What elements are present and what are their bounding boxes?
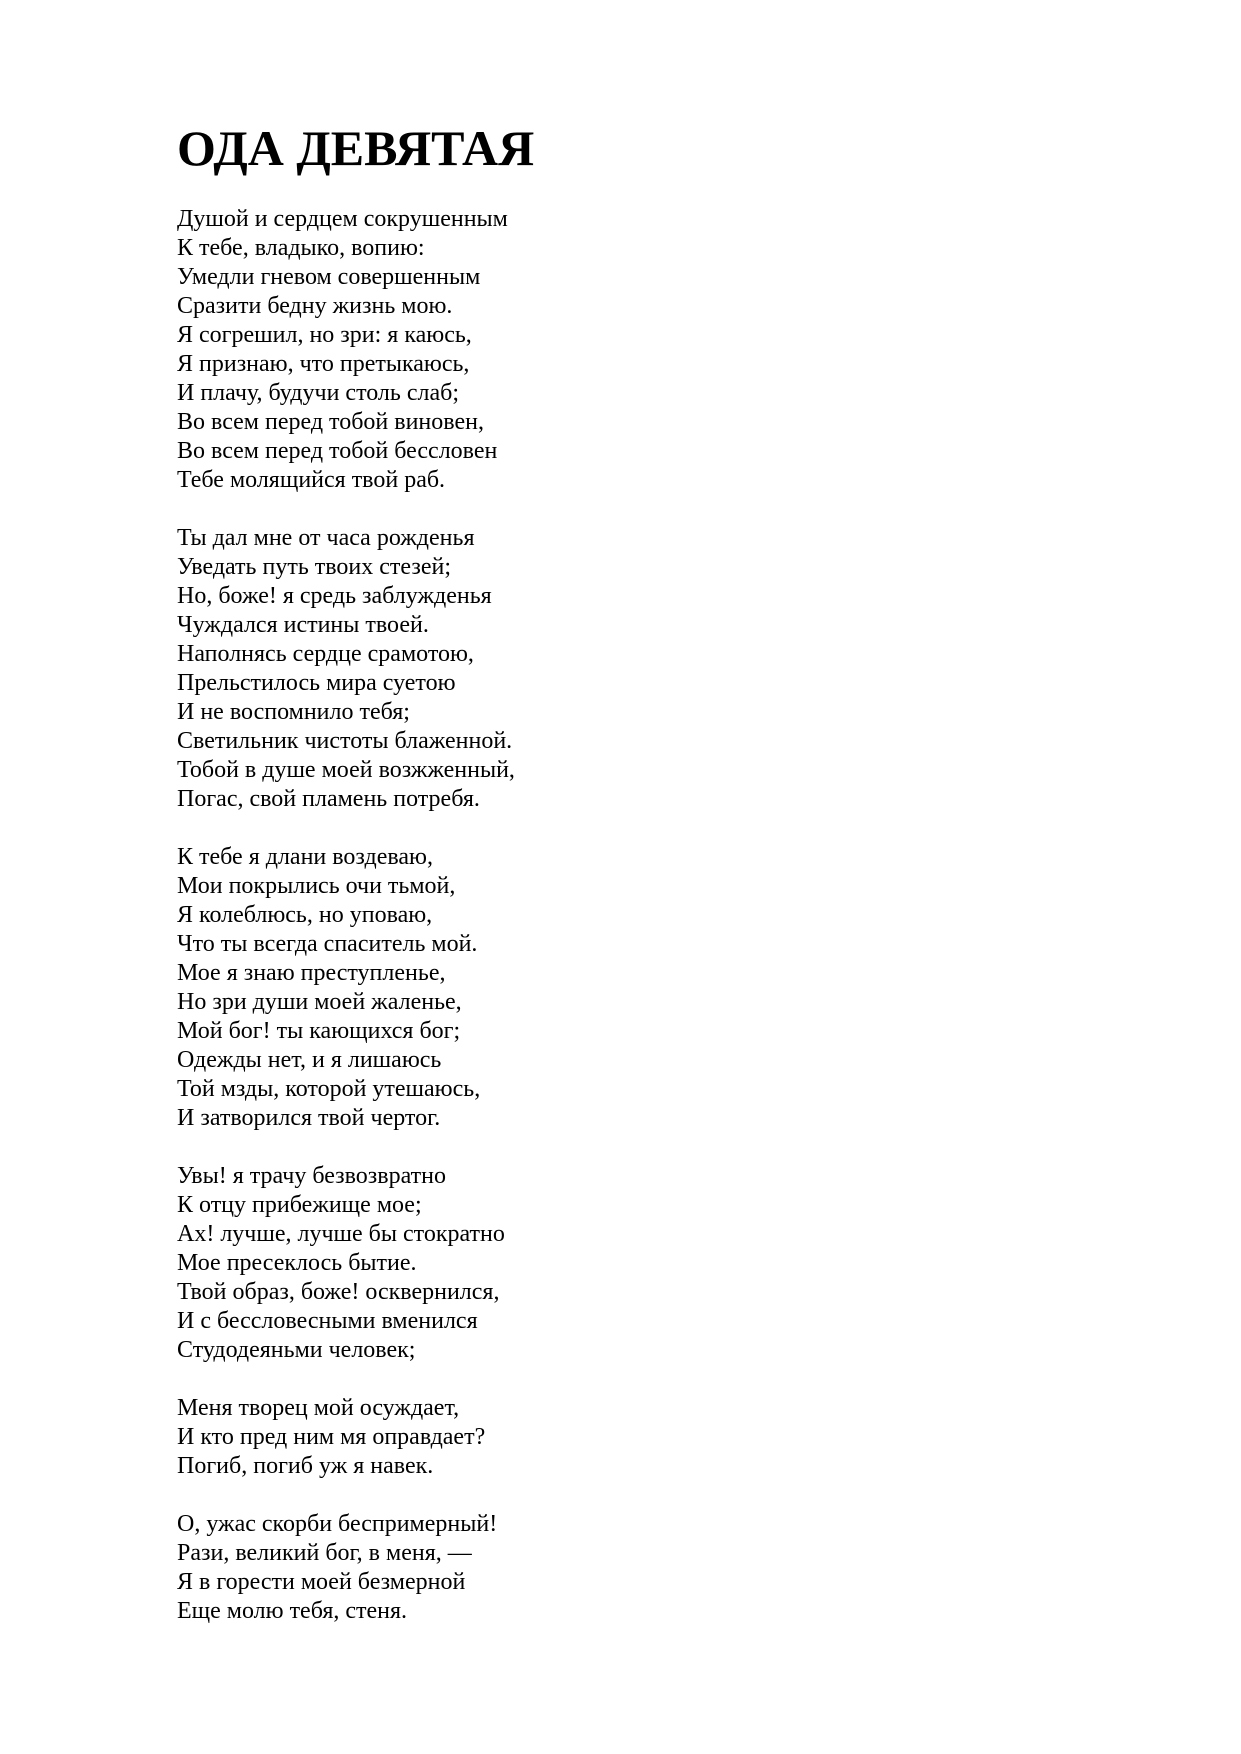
poem-line: Тебе молящийся твой раб.: [177, 467, 446, 493]
poem-line: Наполнясь сердце срамотою,: [177, 641, 474, 667]
poem-line: Сразити бедну жизнь мою.: [177, 293, 453, 319]
poem-line: И затворился твой чертог.: [177, 1105, 441, 1131]
poem-line: Мои покрылись очи тьмой,: [177, 873, 456, 899]
poem-line: Во всем перед тобой виновен,: [177, 409, 484, 435]
stanza-4: [177, 1162, 1077, 1365]
poem-line: Ты дал мне от часа рожденья: [177, 525, 475, 551]
poem-line: Я колеблюсь, но уповаю,: [177, 902, 433, 928]
poem-line: Во всем перед тобой бессловен: [177, 438, 498, 464]
poem-line: Мой бог! ты кающихся бог;: [177, 1018, 461, 1044]
poem-line: И с бессловесными вменился: [177, 1308, 478, 1334]
poem-line: Но, боже! я средь заблужденья: [177, 583, 492, 609]
poem-line: Я согрешил, но зри: я каюсь,: [177, 322, 472, 348]
poem-line: Студодеяньми человек;: [177, 1337, 416, 1363]
poem-line: Мое пресеклось бытие.: [177, 1250, 417, 1276]
poem-line: Я признаю, что претыкаюсь,: [177, 351, 470, 377]
stanza-1: [177, 205, 1077, 495]
poem-line: Что ты всегда спаситель мой.: [177, 931, 478, 957]
poem-line: Ах! лучше, лучше бы стократно: [177, 1221, 505, 1247]
stanza-2: [177, 524, 1077, 814]
stanza-3: [177, 843, 1077, 1133]
poem-line: Погиб, погиб уж я навек.: [177, 1453, 434, 1479]
poem-line: Но зри души моей жаленье,: [177, 989, 462, 1015]
stanza-5: [177, 1394, 1077, 1481]
poem-line: Я в горести моей безмерной: [177, 1569, 466, 1595]
poem-line: Умедли гневом совершенным: [177, 264, 481, 290]
poem-line: Погас, свой пламень потребя.: [177, 786, 480, 812]
poem-body: [177, 205, 1077, 1655]
poem-line: Твой образ, боже! осквернился,: [177, 1279, 500, 1305]
poem-line: Уведать путь твоих стезей;: [177, 554, 451, 580]
poem-line: К отцу прибежище мое;: [177, 1192, 422, 1218]
poem-line: Прельстилось мира суетою: [177, 670, 456, 696]
poem-line: Светильник чистоты блаженной.: [177, 728, 513, 754]
poem-line: Тобой в душе моей возжженный,: [177, 757, 515, 783]
poem-line: Меня творец мой осуждает,: [177, 1395, 460, 1421]
poem-line: Мое я знаю преступленье,: [177, 960, 446, 986]
poem-line: О, ужас скорби беспримерный!: [177, 1511, 498, 1537]
poem-line: И кто пред ним мя оправдает?: [177, 1424, 486, 1450]
poem-line: И не воспомнило тебя;: [177, 699, 410, 725]
poem-line: Увы! я трачу безвозвратно: [177, 1163, 446, 1189]
stanza-6: [177, 1510, 1077, 1626]
poem-line: Еще молю тебя, стеня.: [177, 1598, 408, 1624]
poem-line: Той мзды, которой утешаюсь,: [177, 1076, 481, 1102]
poem-line: К тебе я длани воздеваю,: [177, 844, 433, 870]
poem-line: К тебе, владыко, вопию:: [177, 235, 425, 261]
poem-line: И плачу, будучи столь слаб;: [177, 380, 460, 406]
poem-line: Одежды нет, и я лишаюсь: [177, 1047, 442, 1073]
poem-line: Рази, великий бог, в меня, —: [177, 1540, 472, 1566]
poem-line: Душой и сердцем сокрушенным: [177, 206, 508, 232]
poem-title: ОДА ДЕВЯТАЯ: [177, 120, 535, 176]
poem-line: Чуждался истины твоей.: [177, 612, 429, 638]
